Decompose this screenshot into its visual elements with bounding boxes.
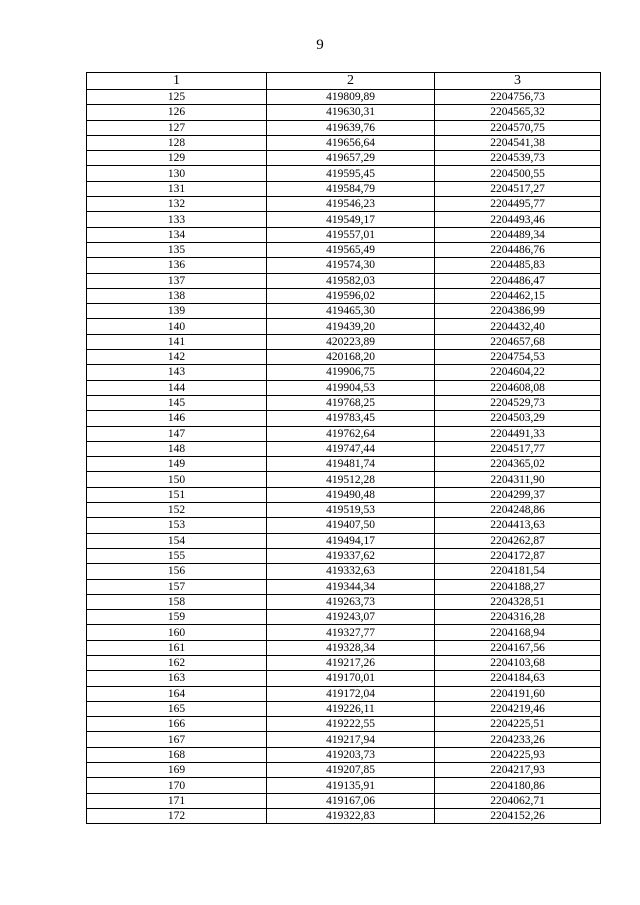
- point-number-cell: 134: [87, 227, 267, 242]
- x-coordinate-cell: 419490,48: [267, 487, 435, 502]
- table-row: [87, 625, 601, 640]
- y-coordinate-cell: 2204184,63: [435, 671, 601, 686]
- y-coordinate-cell: 2204181,54: [435, 564, 601, 579]
- x-coordinate-cell: 419904,53: [267, 380, 435, 395]
- point-number-cell: 125: [87, 90, 267, 105]
- x-coordinate-cell: 419217,26: [267, 655, 435, 670]
- table-row: [87, 135, 601, 150]
- x-coordinate-cell: 419170,01: [267, 671, 435, 686]
- table-row: [87, 518, 601, 533]
- x-coordinate-cell: 419574,30: [267, 258, 435, 273]
- table-row: [87, 197, 601, 212]
- point-number-cell: 153: [87, 518, 267, 533]
- y-coordinate-cell: 2204365,02: [435, 457, 601, 472]
- table-row: [87, 380, 601, 395]
- table-row: [87, 90, 601, 105]
- x-coordinate-cell: 419582,03: [267, 273, 435, 288]
- table-row: [87, 701, 601, 716]
- y-coordinate-cell: 2204529,73: [435, 395, 601, 410]
- point-number-cell: 141: [87, 334, 267, 349]
- x-coordinate-cell: 419327,77: [267, 625, 435, 640]
- point-number-cell: 160: [87, 625, 267, 640]
- table-row: [87, 732, 601, 747]
- y-coordinate-cell: 2204485,83: [435, 258, 601, 273]
- point-number-cell: 168: [87, 747, 267, 762]
- table-row: [87, 426, 601, 441]
- y-coordinate-cell: 2204311,90: [435, 472, 601, 487]
- y-coordinate-cell: 2204180,86: [435, 778, 601, 793]
- table-row: [87, 763, 601, 778]
- y-coordinate-cell: 2204248,86: [435, 503, 601, 518]
- point-number-cell: 128: [87, 135, 267, 150]
- x-coordinate-cell: 419222,55: [267, 717, 435, 732]
- y-coordinate-cell: 2204062,71: [435, 793, 601, 808]
- point-number-cell: 157: [87, 579, 267, 594]
- table-row: [87, 441, 601, 456]
- y-coordinate-cell: 2204413,63: [435, 518, 601, 533]
- x-coordinate-cell: 419768,25: [267, 395, 435, 410]
- point-number-cell: 137: [87, 273, 267, 288]
- table-row: [87, 594, 601, 609]
- point-number-cell: 138: [87, 288, 267, 303]
- y-coordinate-cell: 2204462,15: [435, 288, 601, 303]
- point-number-cell: 140: [87, 319, 267, 334]
- table-row: [87, 533, 601, 548]
- point-number-cell: 152: [87, 503, 267, 518]
- y-coordinate-cell: 2204541,38: [435, 135, 601, 150]
- y-coordinate-cell: 2204756,73: [435, 90, 601, 105]
- y-coordinate-cell: 2204167,56: [435, 640, 601, 655]
- point-number-cell: 129: [87, 151, 267, 166]
- x-coordinate-cell: 419337,62: [267, 548, 435, 563]
- table-row: [87, 304, 601, 319]
- y-coordinate-cell: 2204517,77: [435, 441, 601, 456]
- x-coordinate-cell: 419657,29: [267, 151, 435, 166]
- y-coordinate-cell: 2204489,34: [435, 227, 601, 242]
- x-coordinate-cell: 419747,44: [267, 441, 435, 456]
- table-row: [87, 395, 601, 410]
- y-coordinate-cell: 2204486,47: [435, 273, 601, 288]
- x-coordinate-cell: 419639,76: [267, 120, 435, 135]
- x-coordinate-cell: 419481,74: [267, 457, 435, 472]
- y-coordinate-cell: 2204225,51: [435, 717, 601, 732]
- table-row: [87, 793, 601, 808]
- x-coordinate-cell: 419263,73: [267, 594, 435, 609]
- x-coordinate-cell: 420223,89: [267, 334, 435, 349]
- x-coordinate-cell: 419207,85: [267, 763, 435, 778]
- table-row: [87, 151, 601, 166]
- x-coordinate-cell: 419172,04: [267, 686, 435, 701]
- table-row: [87, 503, 601, 518]
- table-row: [87, 717, 601, 732]
- y-coordinate-cell: 2204517,27: [435, 181, 601, 196]
- point-number-cell: 147: [87, 426, 267, 441]
- point-number-cell: 127: [87, 120, 267, 135]
- y-coordinate-cell: 2204225,93: [435, 747, 601, 762]
- table-row: [87, 258, 601, 273]
- y-coordinate-cell: 2204495,77: [435, 197, 601, 212]
- point-number-cell: 150: [87, 472, 267, 487]
- y-coordinate-cell: 2204500,55: [435, 166, 601, 181]
- table-row: [87, 655, 601, 670]
- point-number-cell: 159: [87, 610, 267, 625]
- y-coordinate-cell: 2204493,46: [435, 212, 601, 227]
- table-row: [87, 487, 601, 502]
- y-coordinate-cell: 2204168,94: [435, 625, 601, 640]
- table-row: [87, 227, 601, 242]
- x-coordinate-cell: 419465,30: [267, 304, 435, 319]
- y-coordinate-cell: 2204486,76: [435, 242, 601, 257]
- point-number-cell: 130: [87, 166, 267, 181]
- point-number-cell: 139: [87, 304, 267, 319]
- point-number-cell: 142: [87, 350, 267, 365]
- y-coordinate-cell: 2204316,28: [435, 610, 601, 625]
- point-number-cell: 148: [87, 441, 267, 456]
- point-number-cell: 143: [87, 365, 267, 380]
- point-number-cell: 155: [87, 548, 267, 563]
- point-number-cell: 164: [87, 686, 267, 701]
- point-number-cell: 162: [87, 655, 267, 670]
- x-coordinate-cell: 419217,94: [267, 732, 435, 747]
- table-row: [87, 579, 601, 594]
- point-number-cell: 170: [87, 778, 267, 793]
- y-coordinate-cell: 2204328,51: [435, 594, 601, 609]
- x-coordinate-cell: 419549,17: [267, 212, 435, 227]
- y-coordinate-cell: 2204432,40: [435, 319, 601, 334]
- y-coordinate-cell: 2204188,27: [435, 579, 601, 594]
- point-number-cell: 126: [87, 105, 267, 120]
- point-number-cell: 131: [87, 181, 267, 196]
- point-number-cell: 133: [87, 212, 267, 227]
- point-number-cell: 151: [87, 487, 267, 502]
- x-coordinate-cell: 419584,79: [267, 181, 435, 196]
- x-coordinate-cell: 419494,17: [267, 533, 435, 548]
- y-coordinate-cell: 2204191,60: [435, 686, 601, 701]
- coordinates-table: [86, 72, 601, 824]
- point-number-cell: 169: [87, 763, 267, 778]
- y-coordinate-cell: 2204219,46: [435, 701, 601, 716]
- point-number-cell: 135: [87, 242, 267, 257]
- x-coordinate-cell: 419243,07: [267, 610, 435, 625]
- x-coordinate-cell: 419546,23: [267, 197, 435, 212]
- table-row: [87, 747, 601, 762]
- x-coordinate-cell: 419203,73: [267, 747, 435, 762]
- x-coordinate-cell: 419512,28: [267, 472, 435, 487]
- table-row: [87, 212, 601, 227]
- table-row: [87, 181, 601, 196]
- x-coordinate-cell: 419596,02: [267, 288, 435, 303]
- point-number-cell: 163: [87, 671, 267, 686]
- y-coordinate-cell: 2204604,22: [435, 365, 601, 380]
- point-number-cell: 146: [87, 411, 267, 426]
- table-row: [87, 808, 601, 823]
- x-coordinate-cell: 419407,50: [267, 518, 435, 533]
- point-number-cell: 154: [87, 533, 267, 548]
- x-coordinate-cell: 419762,64: [267, 426, 435, 441]
- y-coordinate-cell: 2204233,26: [435, 732, 601, 747]
- point-number-cell: 165: [87, 701, 267, 716]
- point-number-cell: 156: [87, 564, 267, 579]
- table-row: [87, 640, 601, 655]
- table-row: [87, 288, 601, 303]
- y-coordinate-cell: 2204217,93: [435, 763, 601, 778]
- table-row: [87, 319, 601, 334]
- table-row: [87, 273, 601, 288]
- column-header-1: 1: [87, 73, 267, 90]
- y-coordinate-cell: 2204262,87: [435, 533, 601, 548]
- table-row: [87, 365, 601, 380]
- x-coordinate-cell: 419595,45: [267, 166, 435, 181]
- y-coordinate-cell: 2204152,26: [435, 808, 601, 823]
- point-number-cell: 149: [87, 457, 267, 472]
- table-row: [87, 166, 601, 181]
- table-row: [87, 457, 601, 472]
- table-row: [87, 350, 601, 365]
- point-number-cell: 171: [87, 793, 267, 808]
- x-coordinate-cell: 419565,49: [267, 242, 435, 257]
- table-row: [87, 671, 601, 686]
- table-row: [87, 686, 601, 701]
- x-coordinate-cell: 419809,89: [267, 90, 435, 105]
- x-coordinate-cell: 419783,45: [267, 411, 435, 426]
- y-coordinate-cell: 2204539,73: [435, 151, 601, 166]
- x-coordinate-cell: 419656,64: [267, 135, 435, 150]
- x-coordinate-cell: 419439,20: [267, 319, 435, 334]
- table-row: [87, 411, 601, 426]
- table-row: [87, 120, 601, 135]
- y-coordinate-cell: 2204386,99: [435, 304, 601, 319]
- y-coordinate-cell: 2204657,68: [435, 334, 601, 349]
- x-coordinate-cell: 419906,75: [267, 365, 435, 380]
- y-coordinate-cell: 2204608,08: [435, 380, 601, 395]
- x-coordinate-cell: 420168,20: [267, 350, 435, 365]
- y-coordinate-cell: 2204570,75: [435, 120, 601, 135]
- table-row: [87, 548, 601, 563]
- table-row: [87, 334, 601, 349]
- y-coordinate-cell: 2204299,37: [435, 487, 601, 502]
- table-body: [87, 90, 601, 824]
- column-header-3: 3: [435, 73, 601, 90]
- x-coordinate-cell: 419630,31: [267, 105, 435, 120]
- x-coordinate-cell: 419226,11: [267, 701, 435, 716]
- x-coordinate-cell: 419167,06: [267, 793, 435, 808]
- y-coordinate-cell: 2204754,53: [435, 350, 601, 365]
- x-coordinate-cell: 419344,34: [267, 579, 435, 594]
- y-coordinate-cell: 2204491,33: [435, 426, 601, 441]
- table-row: [87, 778, 601, 793]
- point-number-cell: 145: [87, 395, 267, 410]
- x-coordinate-cell: 419332,63: [267, 564, 435, 579]
- y-coordinate-cell: 2204172,87: [435, 548, 601, 563]
- point-number-cell: 136: [87, 258, 267, 273]
- x-coordinate-cell: 419519,53: [267, 503, 435, 518]
- table-row: [87, 472, 601, 487]
- y-coordinate-cell: 2204103,68: [435, 655, 601, 670]
- table-row: [87, 610, 601, 625]
- point-number-cell: 144: [87, 380, 267, 395]
- point-number-cell: 132: [87, 197, 267, 212]
- point-number-cell: 158: [87, 594, 267, 609]
- column-header-2: 2: [267, 73, 435, 90]
- table-row: [87, 564, 601, 579]
- point-number-cell: 166: [87, 717, 267, 732]
- x-coordinate-cell: 419328,34: [267, 640, 435, 655]
- x-coordinate-cell: 419135,91: [267, 778, 435, 793]
- y-coordinate-cell: 2204503,29: [435, 411, 601, 426]
- x-coordinate-cell: 419322,83: [267, 808, 435, 823]
- page-number: 9: [316, 37, 324, 53]
- table-row: [87, 105, 601, 120]
- point-number-cell: 161: [87, 640, 267, 655]
- point-number-cell: 167: [87, 732, 267, 747]
- y-coordinate-cell: 2204565,32: [435, 105, 601, 120]
- x-coordinate-cell: 419557,01: [267, 227, 435, 242]
- table-row: [87, 242, 601, 257]
- point-number-cell: 172: [87, 808, 267, 823]
- table-header-row: [87, 73, 601, 90]
